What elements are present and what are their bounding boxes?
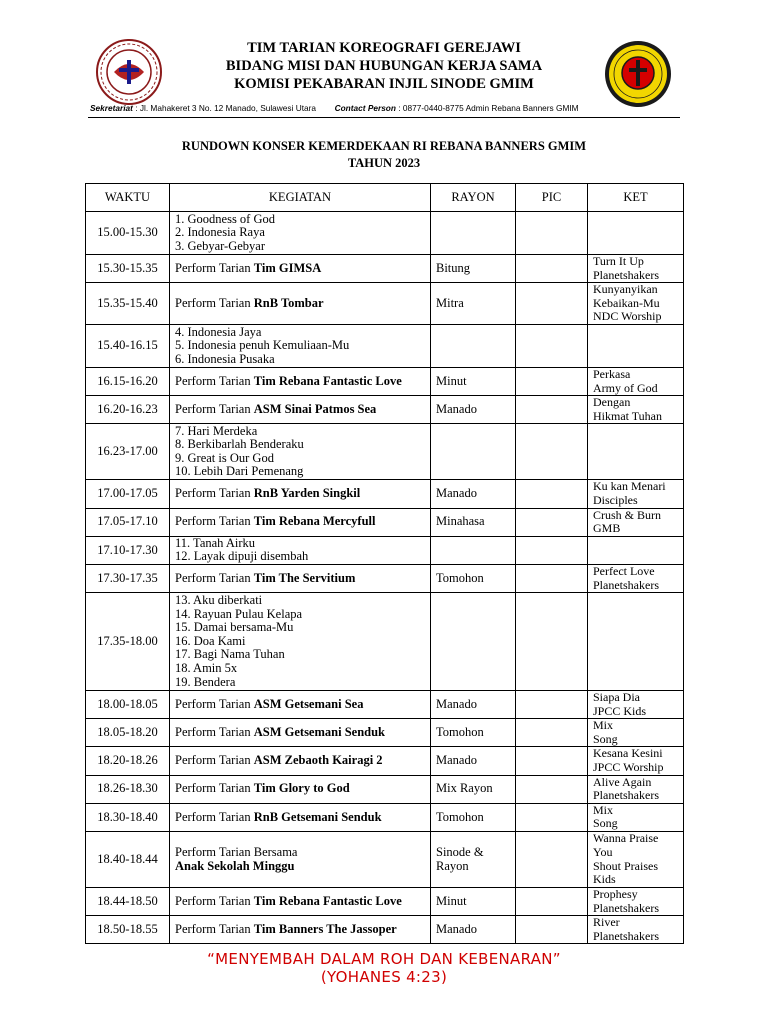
waktu-cell: 17.30-17.35	[86, 564, 170, 592]
ket-cell	[588, 719, 684, 747]
kegiatan-prefix: Perform Tarian	[175, 486, 254, 501]
waktu-cell: 15.40-16.15	[86, 324, 170, 367]
kegiatan-cell	[170, 480, 431, 508]
ket-line: River	[593, 915, 620, 930]
waktu-cell: 16.20-16.23	[86, 396, 170, 424]
ket-line: Turn It Up	[593, 254, 644, 268]
ket-line: Alive Again	[593, 774, 652, 789]
ket-line: Mix	[593, 802, 614, 817]
header-divider	[88, 117, 680, 118]
kegiatan-cell	[170, 916, 431, 944]
ket-cell	[588, 255, 684, 283]
waktu-cell: 17.35-18.00	[86, 593, 170, 691]
ket-cell	[588, 424, 684, 480]
pic-cell	[516, 832, 588, 888]
kegiatan-performer: RnB Getsemani Senduk	[253, 809, 382, 824]
kegiatan-prefix: Perform Tarian	[175, 295, 254, 310]
ket-cell	[588, 324, 684, 367]
kegiatan-performer: RnB Yarden Singkil	[253, 486, 361, 501]
ket-line: Planetshakers	[593, 788, 659, 803]
rayon-cell: Bitung	[431, 255, 516, 283]
table-row	[86, 255, 684, 283]
table-row	[86, 832, 684, 888]
header-line-3: KOMISI PEKABARAN INJIL SINODE GMIM	[234, 76, 534, 92]
kegiatan-line: 16. Doa Kami	[175, 633, 246, 648]
ket-line: Kebaikan-Mu	[593, 295, 660, 310]
ket-line: Perfect Love	[593, 563, 655, 578]
kegiatan-line: 17. Bagi Nama Tuhan	[175, 647, 285, 662]
ket-line: You	[593, 844, 613, 859]
table-row	[86, 367, 684, 395]
rayon-cell: Manado	[431, 691, 516, 719]
kegiatan-cell	[170, 283, 431, 325]
rayon-cell: Manado	[431, 396, 516, 424]
waktu-cell: 18.00-18.05	[86, 691, 170, 719]
ket-cell	[588, 916, 684, 944]
kegiatan-cell	[170, 536, 431, 564]
kegiatan-line: 1. Goodness of God	[175, 211, 275, 226]
table-row	[86, 212, 684, 255]
ket-cell	[588, 775, 684, 803]
waktu-cell: 18.44-18.50	[86, 888, 170, 916]
rayon-cell	[431, 832, 516, 888]
footer-reference: (YOHANES 4:23)	[320, 968, 448, 986]
table-row	[86, 719, 684, 747]
pic-cell	[516, 212, 588, 255]
column-header-kegiatan: KEGIATAN	[170, 184, 431, 212]
kegiatan-prefix: Perform Tarian	[175, 373, 254, 388]
rayon-cell: Tomohon	[431, 803, 516, 831]
waktu-cell: 15.30-15.35	[86, 255, 170, 283]
kegiatan-cell	[170, 396, 431, 424]
ket-line: Hikmat Tuhan	[593, 408, 663, 423]
ket-line: Kesana Kesini	[593, 746, 663, 761]
kegiatan-prefix: Perform Tarian	[175, 893, 254, 908]
pic-cell	[516, 324, 588, 367]
table-row	[86, 775, 684, 803]
kegiatan-prefix: Perform Tarian	[175, 809, 254, 824]
rayon-cell: Manado	[431, 916, 516, 944]
kegiatan-performer: ASM Zebaoth Kairagi 2	[253, 753, 383, 768]
pic-cell	[516, 396, 588, 424]
kegiatan-prefix: Perform Tarian	[175, 514, 254, 529]
table-row	[86, 536, 684, 564]
kegiatan-performer: ASM Sinai Patmos Sea	[253, 401, 377, 416]
kegiatan-line: 15. Damai bersama-Mu	[175, 620, 294, 635]
pic-cell	[516, 719, 588, 747]
kegiatan-prefix: Perform Tarian	[175, 725, 254, 740]
ket-line: Shout Praises	[593, 858, 659, 873]
contact-person-label: Contact Person	[334, 103, 396, 113]
pic-cell	[516, 536, 588, 564]
kegiatan-line: 13. Aku diberkati	[175, 593, 263, 608]
pic-cell	[516, 775, 588, 803]
rayon-cell: Manado	[431, 747, 516, 775]
rayon-cell: Tomohon	[431, 719, 516, 747]
kegiatan-performer: Tim Glory to God	[253, 781, 350, 796]
kegiatan-cell	[170, 593, 431, 691]
kegiatan-prefix: Perform Tarian	[175, 781, 254, 796]
header-line-1: TIM TARIAN KOREOGRAFI GEREJAWI	[247, 40, 521, 56]
waktu-cell: 18.50-18.55	[86, 916, 170, 944]
rayon-cell: Minahasa	[431, 508, 516, 536]
ket-cell	[588, 480, 684, 508]
ket-line: Planetshakers	[593, 928, 659, 943]
rayon-cell: Minut	[431, 888, 516, 916]
kegiatan-line: 11. Tanah Airku	[175, 535, 256, 550]
ket-cell	[588, 283, 684, 325]
waktu-cell: 17.00-17.05	[86, 480, 170, 508]
kegiatan-line: 7. Hari Merdeka	[175, 423, 258, 438]
rayon-cell: Minut	[431, 367, 516, 395]
column-header-waktu: WAKTU	[86, 184, 170, 212]
table-row	[86, 803, 684, 831]
ket-line: NDC Worship	[593, 309, 662, 324]
pic-cell	[516, 593, 588, 691]
table-row	[86, 324, 684, 367]
waktu-cell: 18.20-18.26	[86, 747, 170, 775]
pic-cell	[516, 564, 588, 592]
pic-cell	[516, 888, 588, 916]
column-header-ket: KET	[588, 184, 684, 212]
header-line-2: BIDANG MISI DAN HUBUNGAN KERJA SAMA	[225, 58, 543, 74]
ket-line: Kunyanyikan	[593, 282, 658, 297]
ket-line: Wanna Praise	[593, 831, 659, 846]
table-row	[86, 888, 684, 916]
kegiatan-line: 18. Amin 5x	[175, 660, 238, 675]
kegiatan-cell	[170, 719, 431, 747]
kegiatan-line: 19. Bendera	[175, 674, 236, 689]
table-row	[86, 480, 684, 508]
kegiatan-performer: Tim GIMSA	[253, 260, 322, 275]
rayon-cell: Manado	[431, 480, 516, 508]
ket-line: Perkasa	[593, 366, 631, 381]
pic-cell	[516, 367, 588, 395]
ket-cell	[588, 593, 684, 691]
ket-line: Dengan	[593, 395, 631, 410]
waktu-cell: 18.05-18.20	[86, 719, 170, 747]
kegiatan-performer: ASM Getsemani Senduk	[253, 725, 386, 740]
kegiatan-performer: Tim The Servitium	[253, 570, 356, 585]
waktu-cell: 15.35-15.40	[86, 283, 170, 325]
kegiatan-prefix: Perform Tarian	[175, 570, 254, 585]
ket-line: Crush & Burn	[593, 507, 662, 522]
kegiatan-prefix: Perform Tarian	[175, 260, 254, 275]
pic-cell	[516, 424, 588, 480]
kegiatan-performer: Tim Banners The Jassoper	[253, 922, 397, 937]
kegiatan-line: 8. Berkibarlah Benderaku	[175, 437, 304, 452]
table-row	[86, 283, 684, 325]
kegiatan-cell	[170, 424, 431, 480]
kegiatan-performer: Tim Rebana Fantastic Love	[253, 893, 402, 908]
kegiatan-line: 2. Indonesia Raya	[175, 225, 265, 240]
kegiatan-prefix: Perform Tarian Bersama	[175, 844, 298, 859]
kegiatan-performer: Anak Sekolah Minggu	[175, 858, 295, 873]
ket-cell	[588, 888, 684, 916]
kegiatan-prefix: Perform Tarian	[175, 922, 254, 937]
ket-line: Mix	[593, 718, 614, 733]
kegiatan-cell	[170, 508, 431, 536]
ket-cell	[588, 367, 684, 395]
ket-cell	[588, 747, 684, 775]
kegiatan-line: 3. Gebyar-Gebyar	[175, 238, 265, 253]
kegiatan-cell	[170, 832, 431, 888]
waktu-cell: 17.05-17.10	[86, 508, 170, 536]
ket-cell	[588, 832, 684, 888]
sekretariat-label: Sekretariat	[90, 103, 133, 113]
kegiatan-prefix: Perform Tarian	[175, 401, 254, 416]
table-row	[86, 424, 684, 480]
ket-line: Army of God	[593, 380, 658, 395]
kegiatan-performer: RnB Tombar	[253, 295, 324, 310]
kegiatan-line: 14. Rayuan Pulau Kelapa	[175, 606, 303, 621]
ket-line: Planetshakers	[593, 900, 659, 915]
kegiatan-performer: ASM Getsemani Sea	[253, 696, 364, 711]
ket-line: Song	[593, 816, 618, 831]
kegiatan-cell	[170, 747, 431, 775]
kegiatan-performer: Tim Rebana Mercyfull	[253, 514, 376, 529]
pic-cell	[516, 691, 588, 719]
rayon-cell: Tomohon	[431, 564, 516, 592]
ket-cell	[588, 212, 684, 255]
rayon-cell: Mix Rayon	[431, 775, 516, 803]
waktu-cell: 15.00-15.30	[86, 212, 170, 255]
kegiatan-performer: Tim Rebana Fantastic Love	[253, 373, 402, 388]
ket-cell	[588, 536, 684, 564]
kegiatan-cell	[170, 803, 431, 831]
kegiatan-line: 4. Indonesia Jaya	[175, 324, 262, 339]
kegiatan-cell	[170, 775, 431, 803]
table-row	[86, 593, 684, 691]
ket-line: Planetshakers	[593, 577, 659, 592]
kegiatan-cell	[170, 691, 431, 719]
waktu-cell: 16.15-16.20	[86, 367, 170, 395]
ket-line: Disciples	[593, 492, 638, 507]
column-header-pic: PIC	[516, 184, 588, 212]
kegiatan-cell	[170, 255, 431, 283]
rayon-cell	[431, 324, 516, 367]
table-row	[86, 508, 684, 536]
pic-cell	[516, 508, 588, 536]
kegiatan-cell	[170, 888, 431, 916]
ket-line: Kids	[593, 872, 616, 887]
footer-motto: “MENYEMBAH DALAM ROH DAN KEBENARAN”	[207, 950, 561, 968]
table-row	[86, 396, 684, 424]
table-row	[86, 747, 684, 775]
rayon-cell	[431, 593, 516, 691]
ket-line: JPCC Kids	[593, 703, 647, 718]
ket-line: Siapa Dia	[593, 690, 640, 705]
rayon-cell	[431, 536, 516, 564]
kegiatan-cell	[170, 212, 431, 255]
kegiatan-cell	[170, 324, 431, 367]
table-row	[86, 916, 684, 944]
ket-cell	[588, 691, 684, 719]
ket-line: JPCC Worship	[593, 760, 664, 775]
contact-person-value: : 0877-0440-8775 Admin Rebana Banners GMIM	[395, 103, 579, 113]
kegiatan-prefix: Perform Tarian	[175, 696, 254, 711]
sekretariat-value: : Jl. Mahakeret 3 No. 12 Manado, Sulawesi Utara	[132, 103, 316, 113]
kegiatan-prefix: Perform Tarian	[175, 753, 254, 768]
ket-line: Planetshakers	[593, 267, 659, 282]
rayon-line: Sinode &	[436, 844, 484, 859]
waktu-cell: 18.26-18.30	[86, 775, 170, 803]
ket-cell	[588, 396, 684, 424]
rayon-cell	[431, 424, 516, 480]
pic-cell	[516, 283, 588, 325]
column-header-rayon: RAYON	[431, 184, 516, 212]
table-header-row	[86, 184, 684, 212]
rayon-cell: Mitra	[431, 283, 516, 325]
kegiatan-cell	[170, 564, 431, 592]
table-row	[86, 564, 684, 592]
pic-cell	[516, 803, 588, 831]
ket-line: Prophesy	[593, 887, 638, 902]
rayon-line: Rayon	[436, 858, 469, 873]
document-title: RUNDOWN KONSER KEMERDEKAAN RI REBANA BANNERS GMIM	[181, 139, 587, 153]
waktu-cell: 18.30-18.40	[86, 803, 170, 831]
pic-cell	[516, 480, 588, 508]
contact-info	[90, 103, 690, 113]
waktu-cell: 16.23-17.00	[86, 424, 170, 480]
waktu-cell: 17.10-17.30	[86, 536, 170, 564]
pic-cell	[516, 255, 588, 283]
ket-line: Song	[593, 731, 618, 746]
rayon-cell	[431, 212, 516, 255]
pic-cell	[516, 747, 588, 775]
kegiatan-line: 6. Indonesia Pusaka	[175, 351, 275, 366]
ket-cell	[588, 803, 684, 831]
ket-cell	[588, 508, 684, 536]
ket-line: GMB	[593, 521, 621, 536]
kegiatan-cell	[170, 367, 431, 395]
pic-cell	[516, 916, 588, 944]
kegiatan-line: 5. Indonesia penuh Kemuliaan-Mu	[175, 338, 350, 353]
ket-cell	[588, 564, 684, 592]
kegiatan-line: 10. Lebih Dari Pemenang	[175, 464, 304, 479]
document-year: TAHUN 2023	[347, 156, 421, 170]
table-row	[86, 691, 684, 719]
rundown-table	[85, 183, 684, 944]
waktu-cell: 18.40-18.44	[86, 832, 170, 888]
kegiatan-line: 9. Great is Our God	[175, 450, 274, 465]
kegiatan-line: 12. Layak dipuji disembah	[175, 549, 309, 564]
ket-line: Ku kan Menari	[593, 479, 666, 494]
